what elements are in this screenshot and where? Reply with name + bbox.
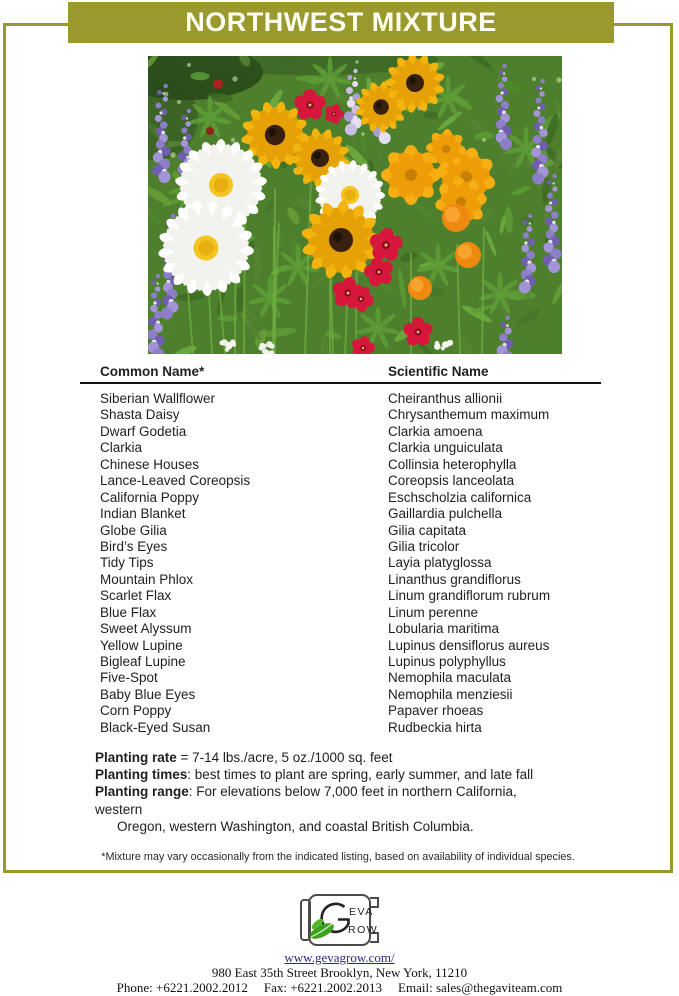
scientific-name-cell: Gilia capitata — [388, 522, 467, 538]
table-row — [0, 539, 679, 555]
table-header-scientific: Scientific Name — [388, 364, 489, 379]
common-name-cell: Clarkia — [100, 440, 143, 456]
scientific-name-cell: Chrysanthemum maximum — [388, 407, 550, 423]
table-header-underline — [80, 382, 601, 384]
scientific-name-cell: Clarkia amoena — [388, 423, 483, 439]
planting-rate-text: = 7-14 lbs./acre, 5 oz./1000 sq. feet — [176, 750, 393, 765]
table-row — [0, 572, 679, 588]
scientific-name-cell: Eschscholzia californica — [388, 489, 532, 505]
logo-text-row: ROW — [348, 924, 379, 936]
common-name-cell: Scarlet Flax — [100, 588, 172, 604]
scientific-name-cell: Nemophila menziesii — [388, 686, 513, 702]
scientific-name-cell: Papaver rhoeas — [388, 703, 484, 719]
planting-times-text: : best times to plant are spring, early summer, and late fall — [187, 767, 534, 783]
table-row — [0, 703, 679, 719]
table-header-common: Common Name* — [100, 364, 205, 379]
wildflower-photo-svg — [148, 56, 562, 354]
table-row — [0, 687, 679, 703]
common-name-cell: Dwarf Godetia — [100, 423, 187, 439]
planting-range-wrap: western — [95, 801, 143, 817]
common-name-cell: Indian Blanket — [100, 506, 186, 522]
common-name-cell: Mountain Phlox — [100, 571, 194, 587]
planting-rate-label: Planting rate — [95, 750, 177, 765]
scientific-name-cell: Layia platyglossa — [388, 555, 492, 571]
footer-email: Email: sales@thegaviteam.com — [398, 980, 563, 995]
scientific-name-cell: Gilia tricolor — [388, 538, 460, 554]
table-row — [0, 523, 679, 539]
table-row — [0, 473, 679, 489]
table-row — [0, 506, 679, 522]
gevagrow-logo — [296, 890, 384, 950]
common-name-cell: Globe Gilia — [100, 522, 167, 538]
planting-range-label: Planting range — [95, 784, 189, 800]
table-row — [0, 720, 679, 736]
page-title: NORTHWEST MIXTURE — [185, 7, 497, 37]
common-name-cell: Blue Flax — [100, 604, 157, 620]
table-row — [0, 621, 679, 637]
scientific-name-cell: Lobularia maritima — [388, 621, 500, 637]
logo-text-eva: EVA — [349, 906, 374, 918]
website-link[interactable]: www.gevagrow.com/ — [284, 950, 395, 965]
footer-website-line — [0, 950, 679, 966]
common-name-cell: Chinese Houses — [100, 456, 200, 472]
scientific-name-cell: Rudbeckia hirta — [388, 719, 482, 735]
common-name-cell: Sweet Alyssum — [100, 621, 192, 637]
common-name-cell: Shasta Daisy — [100, 407, 180, 423]
scientific-name-cell: Linum perenne — [388, 604, 479, 620]
common-name-cell: California Poppy — [100, 489, 200, 505]
table-row — [0, 555, 679, 571]
table-row — [0, 407, 679, 423]
scientific-name-cell: Nemophila maculata — [388, 670, 512, 686]
footer-phone: Phone: +6221.2002.2012 — [116, 980, 248, 995]
common-name-cell: Tidy Tips — [100, 555, 154, 571]
common-name-cell: Siberian Wallflower — [100, 391, 216, 406]
planting-info — [95, 749, 635, 835]
table-row — [0, 457, 679, 473]
table-row — [0, 490, 679, 506]
planting-times-label: Planting times — [95, 767, 188, 783]
scientific-name-cell: Lupinus densiflorus aureus — [388, 637, 550, 653]
scientific-name-cell: Linum grandiflorum rubrum — [388, 588, 551, 604]
title-banner — [68, 2, 614, 43]
scientific-name-cell: Coreopsis lanceolata — [388, 473, 515, 489]
scientific-name-cell: Lupinus polyphyllus — [388, 654, 506, 669]
common-name-cell: Corn Poppy — [100, 703, 172, 719]
planting-times-line — [95, 766, 635, 783]
planting-range-line — [95, 783, 635, 800]
table-row — [0, 654, 679, 670]
planting-range-cont: Oregon, western Washington, and coastal British Columbia. — [117, 818, 474, 834]
species-table-rows — [0, 391, 679, 736]
footer-address: 980 East 35th Street Brooklyn, New York, 11210 — [211, 965, 468, 980]
common-name-cell: Black-Eyed Susan — [100, 719, 211, 735]
table-row — [0, 638, 679, 654]
common-name-cell: Yellow Lupine — [100, 637, 183, 653]
scientific-name-cell: Collinsia heterophylla — [388, 456, 517, 472]
table-row — [0, 670, 679, 686]
common-name-cell: Five-Spot — [100, 670, 158, 686]
table-row — [0, 605, 679, 621]
planting-range-text: : For elevations below 7,000 feet in northern California, — [188, 784, 517, 800]
common-name-cell: Bigleaf Lupine — [100, 654, 186, 669]
table-row — [0, 391, 679, 407]
gevagrow-logo-svg — [296, 890, 384, 950]
footer-fax: Fax: +6221.2002.2013 — [263, 980, 383, 995]
scientific-name-cell: Clarkia unguiculata — [388, 440, 503, 456]
common-name-cell: Baby Blue Eyes — [100, 686, 196, 702]
scientific-name-cell: Linanthus grandiflorus — [388, 571, 521, 587]
table-row — [0, 424, 679, 440]
mixture-disclaimer: *Mixture may vary occasionally from the indicated listing, based on availability of individual species. — [101, 851, 575, 863]
common-name-cell: Lance-Leaved Coreopsis — [100, 473, 251, 489]
table-row — [0, 588, 679, 604]
scientific-name-cell: Cheiranthus allionii — [388, 391, 503, 406]
footer-contact-line — [0, 980, 679, 996]
planting-rate-line — [95, 749, 635, 766]
wildflower-photo — [148, 56, 562, 354]
table-row — [0, 440, 679, 456]
scientific-name-cell: Gaillardia pulchella — [388, 506, 503, 522]
common-name-cell: Bird’s Eyes — [100, 538, 168, 554]
